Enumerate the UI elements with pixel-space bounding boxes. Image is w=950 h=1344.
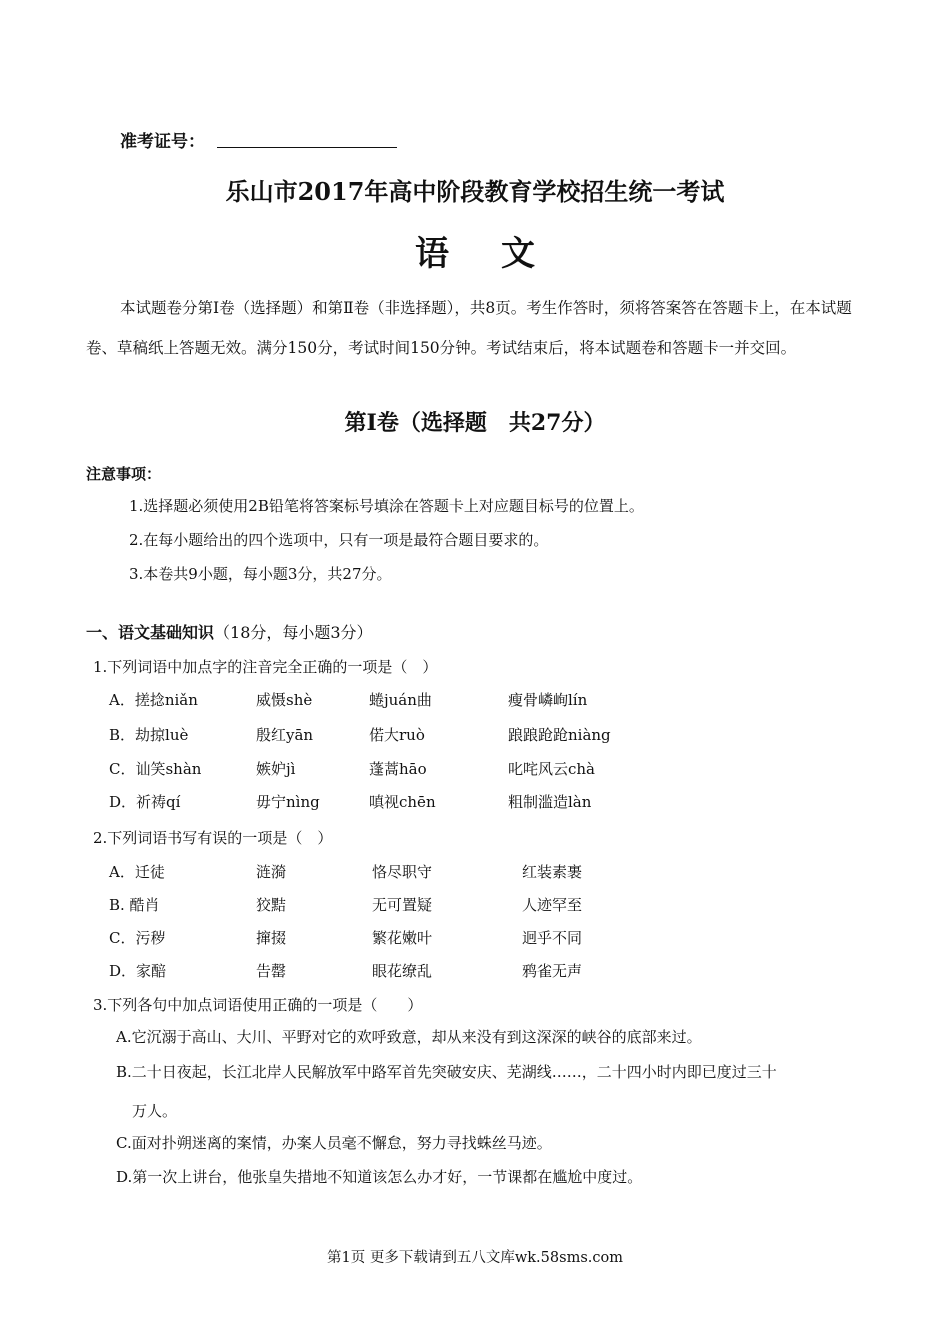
option-cell: 偌大ruò xyxy=(369,726,425,744)
option-cell: 毋宁nìng xyxy=(256,793,320,811)
question-stem: 3.下列各句中加点词语使用正确的一项是（ ） xyxy=(93,996,423,1014)
option-cell: D．祈祷qí xyxy=(109,793,181,811)
option-cell: 红装素裹 xyxy=(522,863,583,881)
option-cell: 繁花嫩叶 xyxy=(372,929,433,947)
option-sentence-continued: 万人。 xyxy=(132,1102,178,1120)
option-cell: 无可置疑 xyxy=(372,896,433,914)
option-cell: 恪尽职守 xyxy=(372,863,433,881)
option-cell: 威慑shè xyxy=(256,691,313,709)
notice-item: 3.本卷共9小题，每小题3分，共27分。 xyxy=(129,565,392,583)
exam-id-blank-line xyxy=(217,147,397,148)
option-cell: 蓬蒿hāo xyxy=(369,760,427,778)
option-cell: 殷红yān xyxy=(256,726,314,744)
option-sentence: B.二十日夜起，长江北岸人民解放军中路军首先突破安庆、芜湖线……，二十四小时内即已度过三十 xyxy=(116,1063,777,1081)
option-cell: C．讪笑shàn xyxy=(109,760,202,778)
option-sentence: C.面对扑朔迷离的案情，办案人员毫不懈怠，努力寻找蛛丝马迹。 xyxy=(116,1134,552,1152)
subject-title: 语文 xyxy=(415,234,587,274)
notice-item: 2.在每小题给出的四个选项中，只有一项是最符合题目要求的。 xyxy=(129,531,549,549)
notice-item: 1.选择题必须使用2B铅笔将答案标号填涂在答题卡上对应题目标号的位置上。 xyxy=(129,497,644,515)
option-cell: B. 酷肖 xyxy=(109,896,160,914)
option-cell: 狡黠 xyxy=(256,896,287,914)
option-cell: 人迹罕至 xyxy=(522,896,583,914)
intro-paragraph: 本试题卷分第Ⅰ卷（选择题）和第Ⅱ卷（非选择题），共8页。考生作答时，须将答案答在答题卡上，在本试题卷、草稿纸上答题无效。满分150分，考试时间150分钟。考试结束后，将本试题卷和答题卡一并交回。 xyxy=(86,299,852,357)
notice-heading: 注意事项： xyxy=(86,465,162,483)
option-sentence: D.第一次上讲台，他张皇失措地不知道该怎么办才好，一节课都在尴尬中度过。 xyxy=(116,1168,643,1186)
part-heading xyxy=(86,620,373,643)
option-cell: 叱咤风云chà xyxy=(508,760,596,778)
option-cell: 涟漪 xyxy=(256,863,287,881)
option-sentence: A.它沉溺于高山、大川、平野对它的欢呼致意，却从来没有到这深深的峡谷的底部来过。 xyxy=(116,1028,702,1046)
option-cell: 粗制滥造làn xyxy=(508,793,592,811)
option-cell: 瘦骨嶙峋lín xyxy=(508,691,588,709)
option-cell: 撺掇 xyxy=(256,929,287,947)
section-title: 第Ⅰ卷（选择题 共27分） xyxy=(344,410,606,436)
option-cell: 告罄 xyxy=(256,962,287,980)
question-stem: 1.下列词语中加点字的注音完全正确的一项是（ ） xyxy=(93,658,438,676)
option-cell: A．迁徒 xyxy=(109,863,165,881)
option-cell: 眼花缭乱 xyxy=(372,962,433,980)
option-cell: B．劫掠luè xyxy=(109,726,189,744)
option-cell: 踉踉跄跄niàng xyxy=(508,726,611,744)
option-cell: 嫉妒jì xyxy=(256,760,296,778)
exam-id-label: 准考证号： xyxy=(120,132,205,152)
option-cell: 嗔视chēn xyxy=(369,793,436,811)
option-cell: 蜷juán曲 xyxy=(369,691,432,709)
option-cell: A．搓捻niǎn xyxy=(109,691,198,709)
option-cell: C．污秽 xyxy=(109,929,166,947)
part-heading-score: （18分，每小题3分） xyxy=(214,623,373,642)
question-stem: 2.下列词语书写有误的一项是（ ） xyxy=(93,829,333,847)
page-footer: 第1页 更多下载请到五八文库wk.58sms.com xyxy=(327,1250,623,1266)
exam-title: 乐山市2017年高中阶段教育学校招生统一考试 xyxy=(225,177,725,206)
part-heading-title: 一、语文基础知识 xyxy=(86,623,215,642)
option-cell: 鸦雀无声 xyxy=(522,962,583,980)
option-cell: D．家醅 xyxy=(109,962,167,980)
option-cell: 迥乎不同 xyxy=(522,929,583,947)
